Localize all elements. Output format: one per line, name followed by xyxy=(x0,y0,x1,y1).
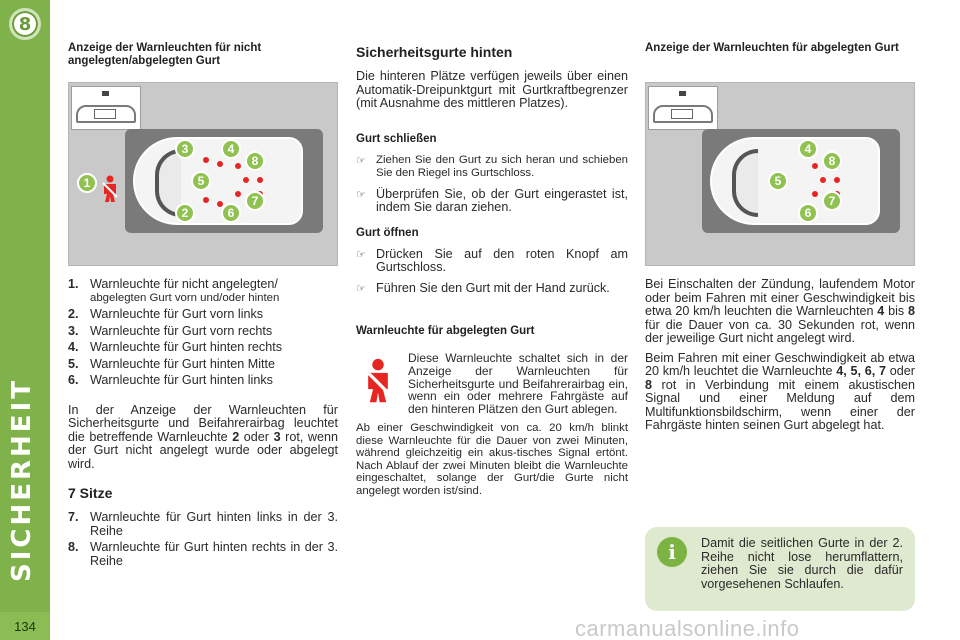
list-item: 1. Warnleuchte für nicht angelegten/ abgelegten Gurt vorn und/oder hinten xyxy=(68,278,338,305)
ignition-paragraph: Bei Einschalten der Zündung, laufendem Motor oder beim Fahren mit einer Geschwindigkeit bis etwa 20 km/h leuchten die Warnleuchten 4 bis 8 für die Dauer von ca. 30 Sekunden rot, wenn der jeweilige Gurt nicht angelegt wird. xyxy=(645,277,915,345)
info-icon: i xyxy=(657,537,687,567)
warning-paragraph-2: Ab einer Geschwindigkeit von ca. 20 km/h blinkt diese Warnleuchte für die Dauer von zwei Minuten, während gleichzeitig ein akus-tisches Signal ertönt. Nach Ablauf der zwei Minuten bleibt die Warnleuchte eingeschaltet, solange der Gurt/die Gurte nicht angelegt worden ist/sind. xyxy=(356,421,628,497)
watermark: carmanualsonline.info xyxy=(575,616,800,640)
section-heading-indicators: Anzeige der Warnleuchten für nicht angelegten/abgelegten Gurt xyxy=(68,42,262,67)
callout-3: 3 xyxy=(175,139,195,159)
unfastened-warning-heading: Warnleuchte für abgelegten Gurt xyxy=(356,325,535,337)
rear-indicators-heading: Anzeige der Warnleuchten für abgelegten Gurt xyxy=(645,42,899,54)
callout-6: 6 xyxy=(221,203,241,223)
car-outline xyxy=(710,137,880,225)
list-item: ☞ Ziehen Sie den Gurt zu sich heran und schieben Sie den Riegel ins Gurtschloss. xyxy=(356,153,628,179)
hand-pointer-icon: ☞ xyxy=(356,247,366,261)
callout-4: 4 xyxy=(798,139,818,159)
indicator-paragraph: In der Anzeige der Warnleuchten für Sicherheitsgurte und Beifahrerairbag leuchtet die betreffende Warnleuchte 2 oder 3 rot, wenn der Gurt nicht angelegt wurde oder abgelegt wird. xyxy=(68,402,338,471)
chapter-number: 8 xyxy=(18,13,32,35)
list-item: ☞ Führen Sie den Gurt mit der Hand zurück. xyxy=(356,280,610,295)
list-item-text: Warnleuchte für nicht angelegten/ xyxy=(90,277,278,291)
chapter-title: SICHERHEIT xyxy=(7,378,38,582)
column-rear-seatbelts xyxy=(356,42,628,498)
dashboard-inset xyxy=(648,86,718,130)
column-rear-indicators xyxy=(645,42,915,433)
page-number: 134 xyxy=(0,612,50,640)
info-box xyxy=(645,527,915,611)
seatbelt-warning-icon xyxy=(360,358,396,404)
list-item: ☞ Drücken Sie auf den roten Knopf am Gurtschloss. xyxy=(356,246,628,274)
list-item: 6. Warnleuchte für Gurt hinten links xyxy=(68,373,273,387)
warning-block xyxy=(356,352,628,498)
callout-8: 8 xyxy=(822,151,842,171)
hand-pointer-icon: ☞ xyxy=(356,187,366,201)
driving-paragraph: Beim Fahren mit einer Geschwindigkeit ab etwa 20 km/h leuchtet die Warnleuchte 4, 5, 6, 7 oder 8 rot in Verbindung mit einem akustischen Signal und einer Meldung auf dem Multifunktionsbildschirm, wenn einer der Fahrgäste hinten seinen Gurt abgelegt hat. xyxy=(645,350,915,432)
seven-seats-list xyxy=(68,511,338,568)
callout-7: 7 xyxy=(245,191,265,211)
warning-paragraph-1: Diese Warnleuchte schaltet sich in der Anzeige der Warnleuchten für Sicherheitsgurte und Beifahrerairbag ein, wenn ein oder mehrere Fahrgäste auf den hinteren Plätzen den Gurt ablegen. xyxy=(408,351,628,417)
list-item: 8. Warnleuchte für Gurt hinten rechts in der 3. Reihe xyxy=(68,540,338,568)
fasten-steps xyxy=(356,154,628,215)
hand-pointer-icon: ☞ xyxy=(356,153,366,167)
list-item-text-cont: abgelegten Gurt vorn und/oder hinten xyxy=(90,291,280,304)
callout-4: 4 xyxy=(221,139,241,159)
chapter-title-container xyxy=(4,345,40,615)
callout-6: 6 xyxy=(798,203,818,223)
callout-8: 8 xyxy=(245,151,265,171)
callout-5: 5 xyxy=(191,171,211,191)
dashboard-inset xyxy=(71,86,141,130)
callout-2: 2 xyxy=(175,203,195,223)
info-text: Damit die seitlichen Gurte in der 2. Reihe nicht lose herumflattern, ziehen Sie sie durch die dafür vorgesehenen Schlaufen. xyxy=(701,536,903,591)
column-front-seatbelt-indicators xyxy=(68,42,338,571)
unfasten-steps xyxy=(356,248,628,296)
list-item: 2. Warnleuchte für Gurt vorn links xyxy=(68,307,264,321)
car-outline xyxy=(133,137,303,225)
chapter-sidebar xyxy=(0,0,50,640)
list-item: 3. Warnleuchte für Gurt vorn rechts xyxy=(68,323,273,338)
fasten-heading: Gurt schließen xyxy=(356,132,437,145)
list-item: 5. Warnleuchte für Gurt hinten Mitte xyxy=(68,356,276,371)
hand-pointer-icon: ☞ xyxy=(356,281,366,295)
rear-seatbelts-heading: Sicherheitsgurte hinten xyxy=(356,44,513,60)
seven-seats-heading: 7 Sitze xyxy=(68,485,113,501)
callout-1: 1 xyxy=(77,173,97,193)
rear-seatbelts-intro: Die hinteren Plätze verfügen jeweils über einen Automatik-Dreipunktgurt mit Gurtkraftbegrenzer (mit Ausnahme des mittleren Platzes). xyxy=(356,69,628,110)
rear-indicator-diagram xyxy=(645,82,915,266)
callout-5: 5 xyxy=(768,171,788,191)
seatbelt-indicator-diagram xyxy=(68,82,338,266)
list-item: 4. Warnleuchte für Gurt hinten rechts xyxy=(68,340,283,354)
list-item: 7. Warnleuchte für Gurt hinten links in der 3. Reihe xyxy=(68,510,338,538)
callout-7: 7 xyxy=(822,191,842,211)
indicator-list xyxy=(68,278,338,388)
unfasten-heading: Gurt öffnen xyxy=(356,226,419,239)
chapter-number-badge xyxy=(9,8,41,40)
list-item: ☞ Überprüfen Sie, ob der Gurt eingerastet ist, indem Sie daran ziehen. xyxy=(356,186,628,214)
seatbelt-warning-icon xyxy=(99,175,121,203)
